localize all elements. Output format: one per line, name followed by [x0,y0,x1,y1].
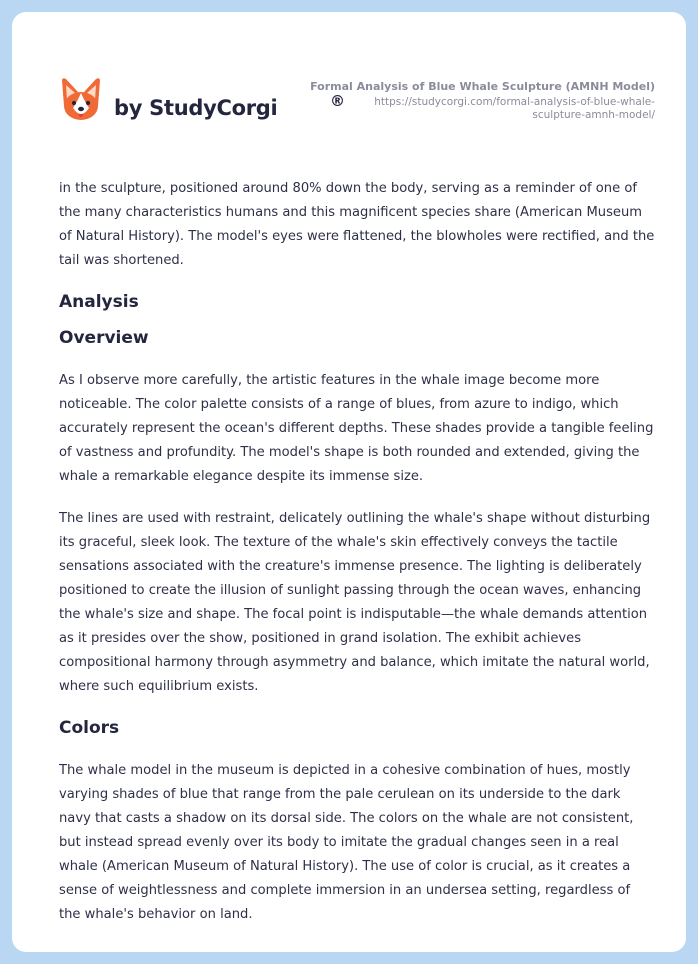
document-url-line2[interactable]: sculpture-amnh-model/ [532,109,655,121]
document-body [59,177,655,927]
document-page [12,12,686,952]
document-meta [295,80,655,122]
document-url-line1[interactable]: https://studycorgi.com/formal-analysis-of-blue-whale- [374,96,655,108]
paragraph-overview-2: The lines are used with restraint, delicately outlining the whale's shape without disturbing its graceful, sleek look. The texture of the whale's skin effectively conveys the tactile sensations associated with the creature's immense presence. The lighting is deliberately positioned to create the illusion of sunlight passing through the ocean waves, enhancing the whale's size and shape. The focal point is indisputable—the whale demands attention as it presides over the show, positioned in grand isolation. The exhibit achieves compositional harmony through asymmetry and balance, which imitate the natural world, where such equilibrium exists. [59,511,651,694]
brand-name: by StudyCorgi [114,96,278,120]
document-url[interactable] [295,96,655,122]
paragraph-overview-1: As I observe more carefully, the artistic features in the whale image become more noticeable. The color palette consists of a range of blues, from azure to indigo, which accurately represent the ocean's different depths. These shades provide a tangible feeling of vastness and profundity. The model's shape is both rounded and extended, giving the whale a remarkable elegance despite its immense size. [59,373,654,484]
heading-colors: Colors [59,718,120,738]
heading-analysis: Analysis [59,292,139,312]
registered-mark: ® [330,92,345,110]
paragraph-intro: in the sculpture, positioned around 80% down the body, serving as a reminder of one of the many characteristics humans and this magnificent species share (American Museum of Natural History). The model's eyes were flattened, the blowholes were rectified, and the tail was shortened. [59,181,655,268]
heading-overview: Overview [59,328,149,348]
studycorgi-logo[interactable] [60,76,345,136]
paragraph-colors: The whale model in the museum is depicted in a cohesive combination of hues, mostly varying shades of blue that range from the pale cerulean on its underside to the dark navy that casts a shadow on its dorsal side. The colors on the whale are not consistent, but instead spread evenly over its body to imitate the gradual changes seen in a real whale (American Museum of Natural History). The use of color is crucial, as it creates a sense of weightlessness and complete immersion in an undersea setting, regardless of the whale's behavior on land. [59,763,634,922]
document-title: Formal Analysis of Blue Whale Sculpture (AMNH Model) [310,80,655,93]
corgi-head-icon [60,76,102,124]
